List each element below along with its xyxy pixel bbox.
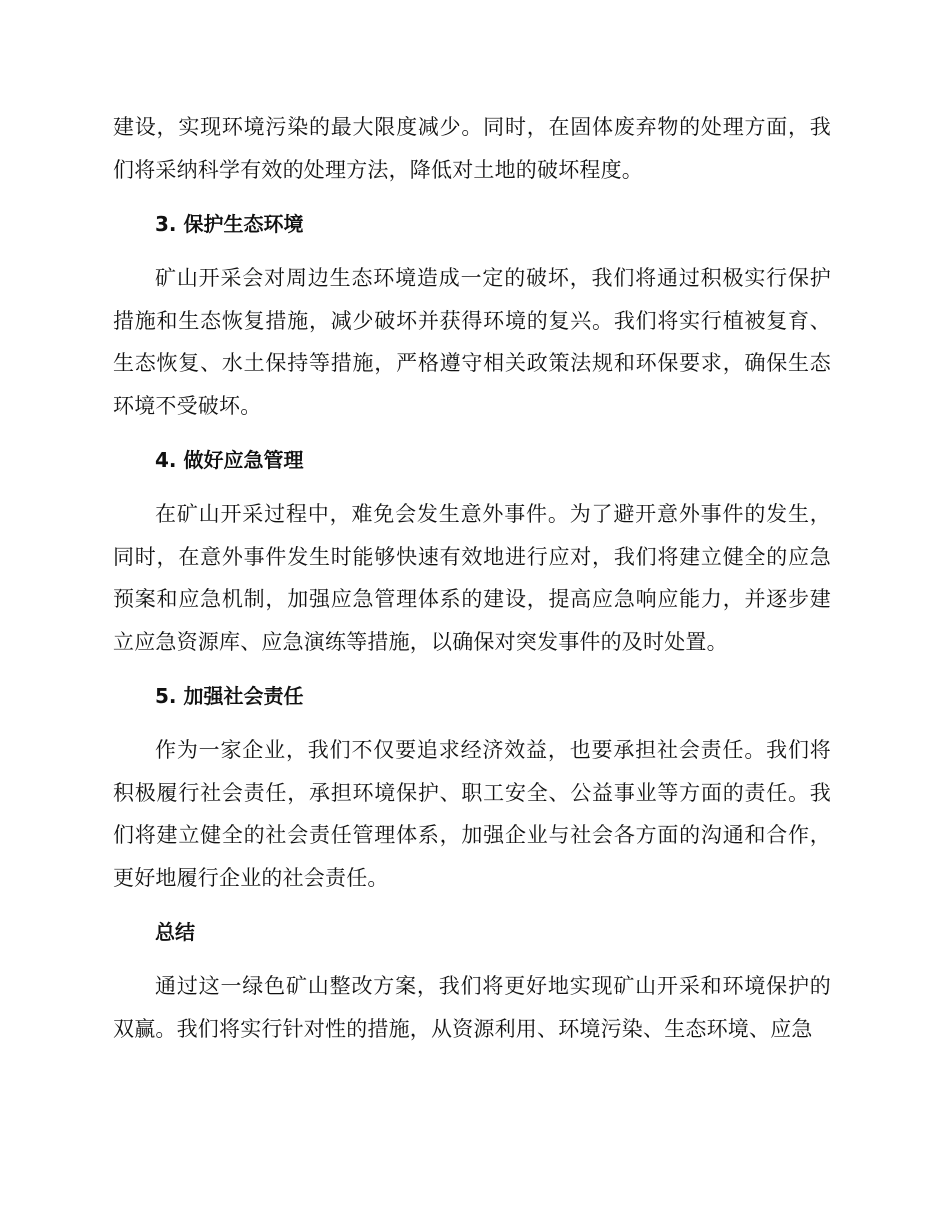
section-heading-3: 3. 保护生态环境: [155, 212, 304, 236]
document-page: [113, 106, 831, 1050]
section-heading-5: 5. 加强社会责任: [155, 684, 304, 708]
section-heading-4: 4. 做好应急管理: [155, 448, 304, 472]
paragraph-intro: 建设，实现环境污染的最大限度减少。同时，在固体废弃物的处理方面，我们将采纳科学有效的处理方法，降低对土地的破坏程度。: [113, 115, 831, 182]
summary-heading: 总结: [155, 920, 195, 944]
paragraph-section-3: 矿山开采会对周边生态环境造成一定的破坏，我们将通过积极实行保护措施和生态恢复措施，减少破坏并获得环境的复兴。我们将实行植被复育、生态恢复、水土保持等措施，严格遵守相关政策法规和环保要求，确保生态环境不受破坏。: [113, 266, 831, 418]
paragraph-section-4: 在矿山开采过程中，难免会发生意外事件。为了避开意外事件的发生，同时，在意外事件发生时能够快速有效地进行应对，我们将建立健全的应急预案和应急机制，加强应急管理体系的建设，提高应急响应能力，并逐步建立应急资源库、应急演练等措施，以确保对突发事件的及时处置。: [113, 502, 831, 654]
paragraph-section-5: 作为一家企业，我们不仅要追求经济效益，也要承担社会责任。我们将积极履行社会责任，承担环境保护、职工安全、公益事业等方面的责任。我们将建立健全的社会责任管理体系，加强企业与社会各方面的沟通和合作，更好地履行企业的社会责任。: [113, 738, 831, 890]
paragraph-summary: 通过这一绿色矿山整改方案，我们将更好地实现矿山开采和环境保护的双赢。我们将实行针对性的措施，从资源利用、环境污染、生态环境、应急: [113, 974, 831, 1041]
